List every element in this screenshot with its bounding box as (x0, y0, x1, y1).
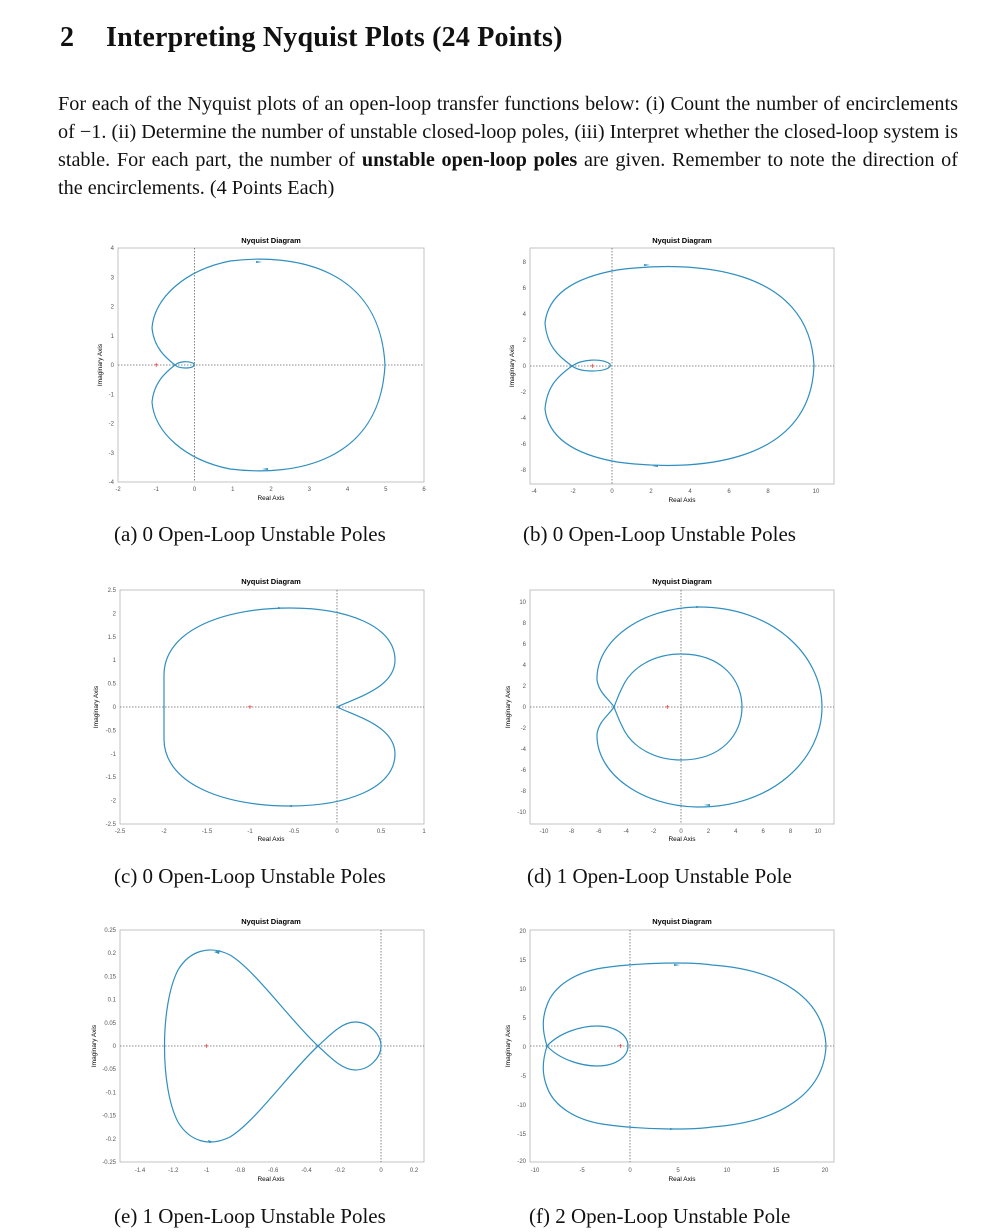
y-tick: -1.5 (105, 775, 116, 782)
x-tick: -2 (161, 829, 167, 835)
y-tick-labels (106, 588, 117, 828)
critical-point-marker: + (153, 360, 159, 370)
y-axis-label: Imaginary Axis (505, 1024, 512, 1068)
critical-point-marker: + (204, 1041, 209, 1051)
x-tick: 5 (384, 487, 388, 493)
nyquist-plot-a (80, 228, 520, 508)
x-tick: 0.5 (376, 829, 386, 835)
nyquist-plot-f-svg (492, 910, 932, 1190)
caption-e: (e) 1 Open-Loop Unstable Poles (114, 1204, 386, 1228)
x-tick: -10 (530, 1168, 540, 1174)
y-tick: 10 (519, 987, 526, 993)
x-tick-labels (531, 1168, 829, 1174)
y-tick-labels (517, 600, 526, 816)
y-tick: 10 (519, 600, 526, 606)
nyquist-plot-b (492, 228, 932, 508)
x-axis-label: Real Axis (668, 836, 696, 843)
x-tick: -1 (153, 487, 159, 493)
x-tick: -1.4 (134, 1168, 146, 1174)
plot-title: Nyquist Diagram (652, 577, 712, 586)
y-tick: 1.5 (107, 634, 116, 641)
caption-f: (f) 2 Open-Loop Unstable Pole (529, 1204, 791, 1228)
y-tick: -15 (517, 1132, 526, 1138)
plot-title: Nyquist Diagram (241, 577, 301, 586)
y-tick: 4 (522, 312, 526, 318)
y-tick: -1 (110, 751, 116, 758)
y-tick: -6 (520, 442, 526, 448)
critical-point-marker: + (618, 1041, 623, 1051)
plot-title: Nyquist Diagram (241, 236, 301, 245)
y-tick: -10 (517, 810, 526, 816)
section-title: Interpreting Nyquist Plots (24 Points) (106, 22, 563, 53)
y-tick: 20 (519, 929, 526, 935)
x-axis-label: Real Axis (257, 1176, 285, 1183)
y-tick: 0.5 (107, 681, 116, 688)
x-tick: -0.5 (288, 829, 300, 835)
y-tick: -2 (110, 798, 116, 805)
caption-a: (a) 0 Open-Loop Unstable Poles (114, 522, 386, 546)
x-tick: 0 (335, 829, 339, 835)
y-tick-labels (517, 929, 526, 1165)
caption-c: (c) 0 Open-Loop Unstable Poles (114, 864, 386, 888)
y-tick: 1 (110, 333, 114, 340)
y-axis-label: Imaginary Axis (93, 685, 100, 729)
y-tick: 0 (112, 1044, 116, 1050)
x-axis-label: Real Axis (668, 497, 696, 504)
plot-title: Nyquist Diagram (652, 236, 712, 245)
y-tick: 3 (110, 275, 114, 282)
instructions-text-2: are given. Remember to note the direction of the encirclements. (4 Points Each) (58, 149, 958, 199)
x-tick: 0 (192, 487, 197, 493)
y-tick: 0.05 (104, 1020, 116, 1027)
y-tick: 2 (522, 684, 526, 690)
y-tick: 0.25 (104, 928, 116, 934)
y-tick: 4 (522, 663, 526, 669)
instructions-paragraph (58, 90, 958, 202)
direction-arrow (256, 261, 262, 263)
direction-arrow (674, 964, 680, 966)
caption-b: (b) 0 Open-Loop Unstable Poles (523, 522, 796, 546)
y-tick: 2 (112, 611, 116, 618)
y-tick: -20 (517, 1159, 526, 1165)
x-axis-label: Real Axis (257, 836, 285, 843)
instructions-bold: unstable open-loop poles (361, 149, 578, 171)
direction-arrow (704, 804, 710, 806)
x-tick: -4 (531, 489, 537, 495)
nyquist-plot-e (80, 910, 520, 1190)
x-tick: 5 (676, 1168, 680, 1174)
x-tick-labels (531, 489, 820, 495)
y-tick: -3 (108, 450, 114, 457)
nyquist-curve (543, 963, 826, 1129)
x-tick: -2 (650, 829, 657, 835)
y-tick: -10 (517, 1103, 526, 1109)
critical-point-marker: + (247, 702, 253, 712)
x-tick: -2.5 (114, 829, 126, 835)
y-tick: 0 (112, 705, 116, 711)
nyquist-plot-d-svg (492, 570, 932, 850)
y-tick: 0 (522, 364, 526, 370)
x-tick: 1 (422, 829, 426, 835)
y-tick: 0 (522, 705, 526, 711)
x-tick: 4 (345, 487, 350, 493)
x-tick: -8 (568, 829, 575, 835)
y-tick: 8 (522, 621, 526, 627)
y-tick: 0 (522, 1045, 526, 1051)
x-axis-label: Real Axis (257, 495, 285, 502)
y-tick: -4 (520, 747, 526, 753)
y-tick: 2.5 (107, 588, 116, 594)
section-number: 2 (60, 22, 75, 53)
y-tick: 15 (519, 958, 526, 964)
nyquist-plot-c (80, 570, 520, 850)
nyquist-plot-d (492, 570, 932, 850)
y-tick: -2 (520, 726, 526, 732)
x-tick: 20 (821, 1168, 829, 1174)
x-tick: -0.8 (234, 1168, 246, 1174)
y-tick-labels (109, 246, 115, 486)
critical-point-marker: + (590, 361, 595, 371)
y-tick: -2.5 (105, 822, 116, 828)
nyquist-plot-f (492, 910, 932, 1190)
x-tick: 0 (379, 1168, 383, 1174)
x-tick: 6 (761, 829, 765, 835)
direction-arrow (262, 468, 268, 470)
y-tick: 6 (522, 286, 526, 292)
x-tick: -2 (115, 487, 121, 493)
y-tick: 0.1 (107, 997, 116, 1004)
x-tick: 8 (788, 829, 793, 835)
x-tick: -4 (623, 829, 629, 835)
nyquist-plot-c-svg (80, 570, 520, 850)
x-tick: -2 (570, 489, 576, 495)
x-tick-labels (135, 1168, 419, 1174)
plot-title: Nyquist Diagram (652, 917, 712, 926)
x-tick-labels (540, 829, 822, 835)
y-tick: -4 (108, 480, 114, 486)
direction-arrow (286, 805, 292, 807)
section-heading (60, 22, 563, 54)
y-tick-labels (102, 928, 116, 1166)
x-tick: -6 (596, 829, 602, 835)
x-tick: 10 (814, 829, 822, 835)
critical-point-marker: + (664, 702, 670, 712)
y-tick: -6 (520, 768, 526, 774)
y-tick: 6 (522, 642, 526, 648)
x-tick: -0.4 (301, 1168, 312, 1174)
x-tick: 15 (772, 1168, 780, 1174)
y-tick: -4 (520, 416, 526, 422)
y-tick: -0.5 (105, 728, 116, 735)
direction-arrow (696, 606, 702, 608)
x-tick: 0 (679, 829, 683, 835)
nyquist-plot-b-svg (492, 228, 932, 508)
y-tick-labels (521, 260, 527, 474)
x-tick: -0.6 (268, 1168, 279, 1174)
x-tick: 8 (766, 489, 770, 495)
y-tick: 1 (112, 658, 116, 665)
y-tick: -0.15 (102, 1113, 116, 1120)
y-tick: 0 (110, 363, 114, 369)
caption-d: (d) 1 Open-Loop Unstable Pole (527, 864, 792, 888)
y-axis-label: Imaginary Axis (91, 1024, 98, 1068)
y-tick: 2 (110, 304, 114, 311)
x-tick: -1 (247, 829, 253, 835)
y-tick: -2 (108, 421, 114, 428)
nyquist-plot-e-svg (80, 910, 520, 1190)
y-tick: 0.2 (107, 951, 116, 958)
x-tick: 2 (706, 829, 711, 835)
y-tick: -8 (520, 789, 526, 795)
x-tick: 3 (307, 487, 311, 493)
direction-arrow (644, 264, 650, 266)
x-tick-labels (115, 487, 426, 493)
x-tick: 2 (269, 487, 273, 493)
x-tick: -0.2 (334, 1168, 345, 1174)
x-tick: 2 (649, 489, 653, 495)
direction-arrow (670, 1128, 676, 1130)
x-tick: -10 (539, 829, 549, 835)
nyquist-plot-a-svg (80, 228, 520, 508)
y-tick: -0.05 (102, 1067, 116, 1074)
y-tick: -0.2 (105, 1136, 116, 1143)
x-tick: 6 (727, 489, 731, 495)
x-tick: 4 (688, 489, 692, 495)
y-tick: -5 (520, 1074, 526, 1080)
y-tick: -0.1 (105, 1090, 116, 1097)
y-tick: 8 (522, 260, 526, 266)
y-axis-label: Imaginary Axis (505, 685, 512, 729)
y-tick: 0.15 (104, 974, 116, 981)
y-tick: -0.25 (102, 1160, 116, 1166)
x-tick: 0.2 (409, 1168, 419, 1174)
y-tick: 5 (522, 1016, 526, 1022)
y-tick: -8 (520, 468, 526, 474)
y-tick: -2 (520, 390, 526, 396)
x-tick: 4 (734, 829, 738, 835)
x-tick: -5 (579, 1168, 585, 1174)
x-tick: 0 (610, 489, 614, 495)
x-tick: 0 (628, 1168, 632, 1174)
y-axis-label: Imaginary Axis (97, 343, 104, 387)
y-axis-label: Imaginary Axis (509, 344, 516, 388)
x-tick: -1.2 (168, 1168, 179, 1174)
y-tick: 4 (110, 246, 114, 252)
x-tick: -1.5 (201, 829, 213, 835)
y-tick: 2 (522, 338, 526, 344)
x-tick: 6 (422, 487, 426, 493)
plot-title: Nyquist Diagram (241, 917, 301, 926)
x-tick-labels (115, 829, 427, 835)
x-axis-label: Real Axis (668, 1176, 696, 1183)
x-tick: 1 (231, 487, 235, 493)
y-tick: -1 (108, 392, 114, 399)
instructions-text-1: For each of the Nyquist plots of an open-loop transfer functions below: (i) Count the number of encirclements of −1. (ii) Determine the number of unstable closed-loop poles, (iii) Interpret whether the closed-loop system is stable. For each part, the number of (58, 93, 958, 171)
x-tick: -1 (203, 1168, 210, 1174)
x-tick: 10 (723, 1168, 731, 1174)
x-tick: 10 (812, 489, 820, 495)
